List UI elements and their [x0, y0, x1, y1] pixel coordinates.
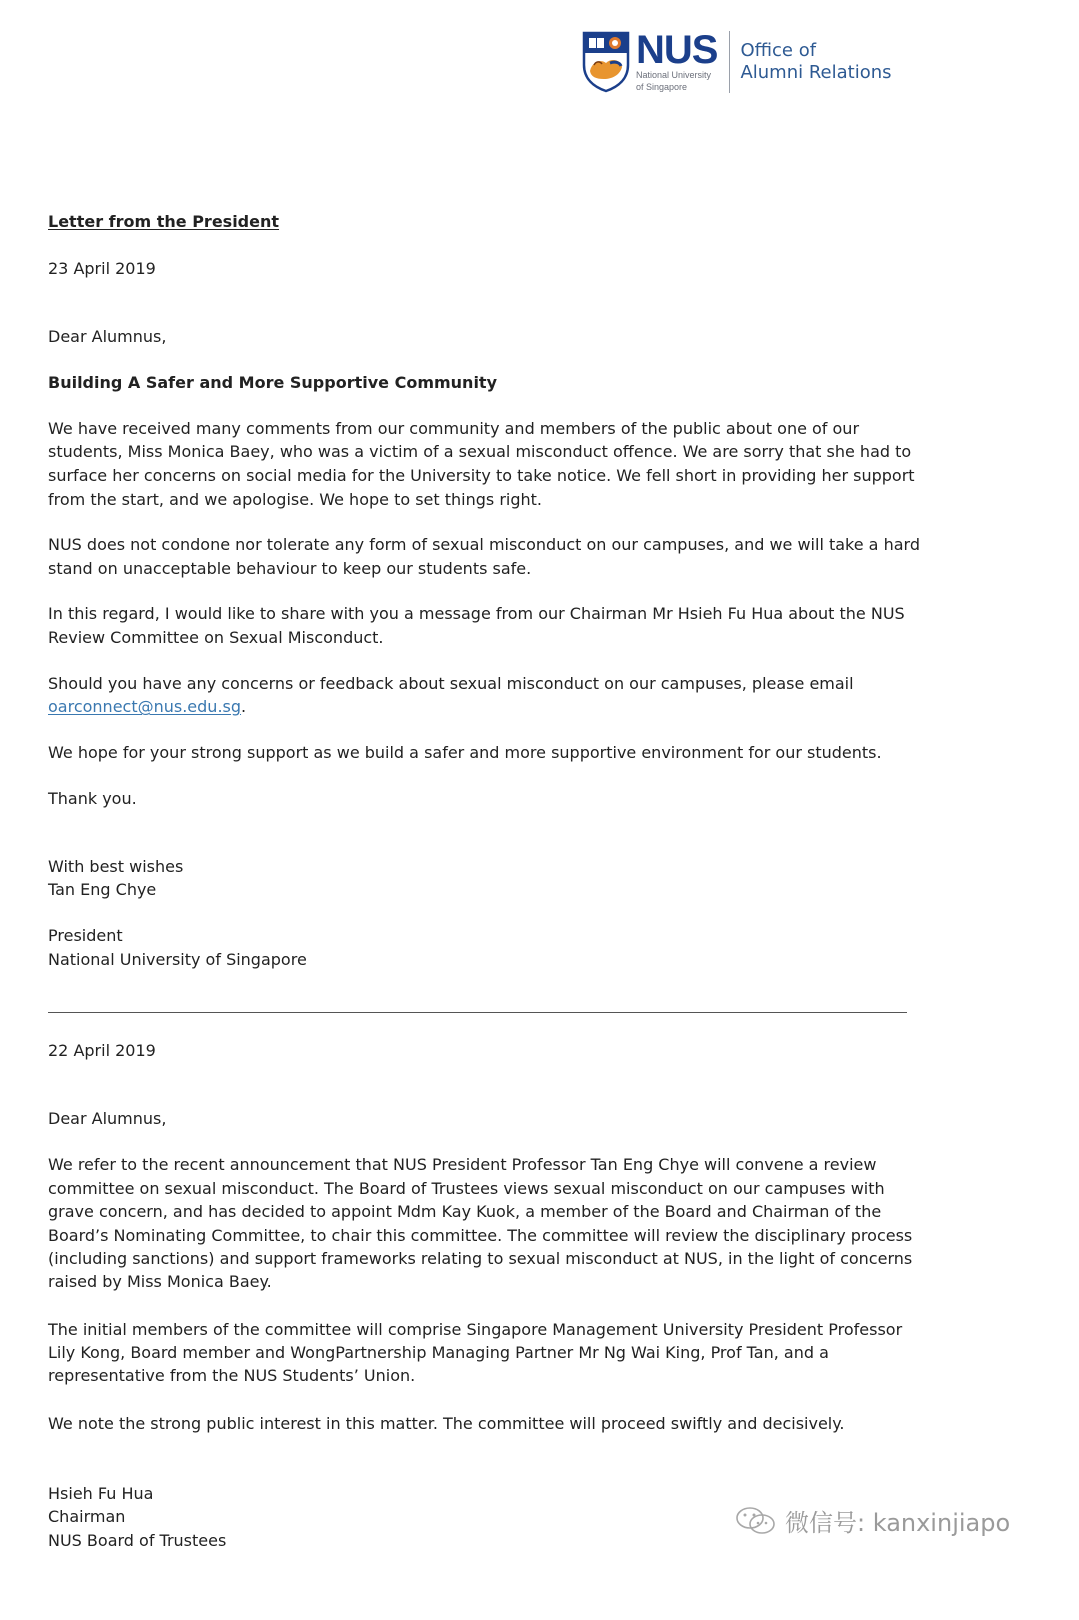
- paragraph-line: students, Miss Monica Baey, who was a victim of a sexual misconduct offence. We are sorry that she had to: [48, 442, 912, 461]
- nus-oar-logo: [582, 29, 892, 95]
- office-name-line2: Alumni Relations: [740, 62, 892, 83]
- nus-wordmark: NUS: [636, 28, 718, 72]
- letter1-signatory: Tan Eng Chye: [48, 880, 157, 899]
- paragraph-line: (including sanctions) and support frameworks relating to sexual misconduct at NUS, in the light of concerns: [48, 1249, 913, 1268]
- letter2-organization: NUS Board of Trustees: [48, 1531, 227, 1550]
- letter2-signatory: Hsieh Fu Hua: [48, 1484, 154, 1503]
- letter1-organization: National University of Singapore: [48, 950, 307, 969]
- paragraph-line: The initial members of the committee will comprise Singapore Management University President Professor: [48, 1320, 903, 1339]
- email-link[interactable]: oarconnect@nus.edu.sg: [48, 697, 242, 716]
- office-name-line1: Office of: [740, 40, 817, 61]
- paragraph-line: raised by Miss Monica Baey.: [48, 1272, 272, 1291]
- paragraph-line: from the start, and we apologise. We hope to set things right.: [48, 490, 543, 509]
- paragraph-line: Board’s Nominating Committee, to chair this committee. The committee will review the disciplinary process: [48, 1226, 913, 1245]
- email-line: [48, 697, 246, 717]
- paragraph-line: Thank you.: [48, 789, 137, 808]
- paragraph-line: representative from the NUS Students’ Union.: [48, 1366, 416, 1385]
- nus-subtitle-line1: National University: [636, 70, 712, 80]
- paragraph-line: NUS does not condone nor tolerate any form of sexual misconduct on our campuses, and we will take a hard: [48, 535, 920, 554]
- paragraph-line: We note the strong public interest in this matter. The committee will proceed swiftly and decisively.: [48, 1414, 845, 1433]
- paragraph-line: committee on sexual misconduct. The Board of Trustees views sexual misconduct on our campuses with: [48, 1179, 885, 1198]
- letter2-date: 22 April 2019: [48, 1041, 156, 1060]
- letter1-role: President: [48, 926, 123, 945]
- wechat-watermark: [735, 1503, 1010, 1538]
- paragraph-line: Lily Kong, Board member and WongPartnership Managing Partner Mr Ng Wai King, Prof Tan, and a: [48, 1343, 829, 1362]
- wechat-icon: [735, 1504, 777, 1538]
- paragraph-line: In this regard, I would like to share with you a message from our Chairman Mr Hsieh Fu Hua about the NUS: [48, 604, 905, 623]
- letter2-salutation: Dear Alumnus,: [48, 1109, 167, 1128]
- paragraph-line: grave concern, and has decided to appoint Mdm Kay Kuok, a member of the Board and Chairman of the: [48, 1202, 882, 1221]
- paragraph-line: We have received many comments from our community and members of the public about one of our: [48, 419, 860, 438]
- paragraph-line: We refer to the recent announcement that NUS President Professor Tan Eng Chye will convene a review: [48, 1155, 877, 1174]
- letter1-closing: With best wishes: [48, 857, 184, 876]
- letter1-salutation: Dear Alumnus,: [48, 327, 167, 346]
- nus-subtitle-line2: of Singapore: [636, 82, 688, 92]
- letter1-date: 23 April 2019: [48, 259, 156, 278]
- letter-separator: [48, 1012, 907, 1013]
- letter-heading: Letter from the President: [48, 212, 280, 231]
- paragraph-line: We hope for your strong support as we build a safer and more supportive environment for our students.: [48, 743, 882, 762]
- nus-crest-icon: [582, 31, 630, 93]
- letter1-title: Building A Safer and More Supportive Community: [48, 373, 497, 392]
- logo-divider: [729, 31, 730, 93]
- paragraph-line: stand on unacceptable behaviour to keep our students safe.: [48, 559, 532, 578]
- paragraph-line: Review Committee on Sexual Misconduct.: [48, 628, 384, 647]
- paragraph-line: surface her concerns on social media for the University to take notice. We fell short in providing her support: [48, 466, 915, 485]
- letter2-role: Chairman: [48, 1507, 126, 1526]
- paragraph-line: Should you have any concerns or feedback about sexual misconduct on our campuses, please email: [48, 674, 854, 693]
- email-suffix: .: [241, 697, 247, 716]
- watermark-text: 微信号: kanxinjiapo: [785, 1509, 1011, 1537]
